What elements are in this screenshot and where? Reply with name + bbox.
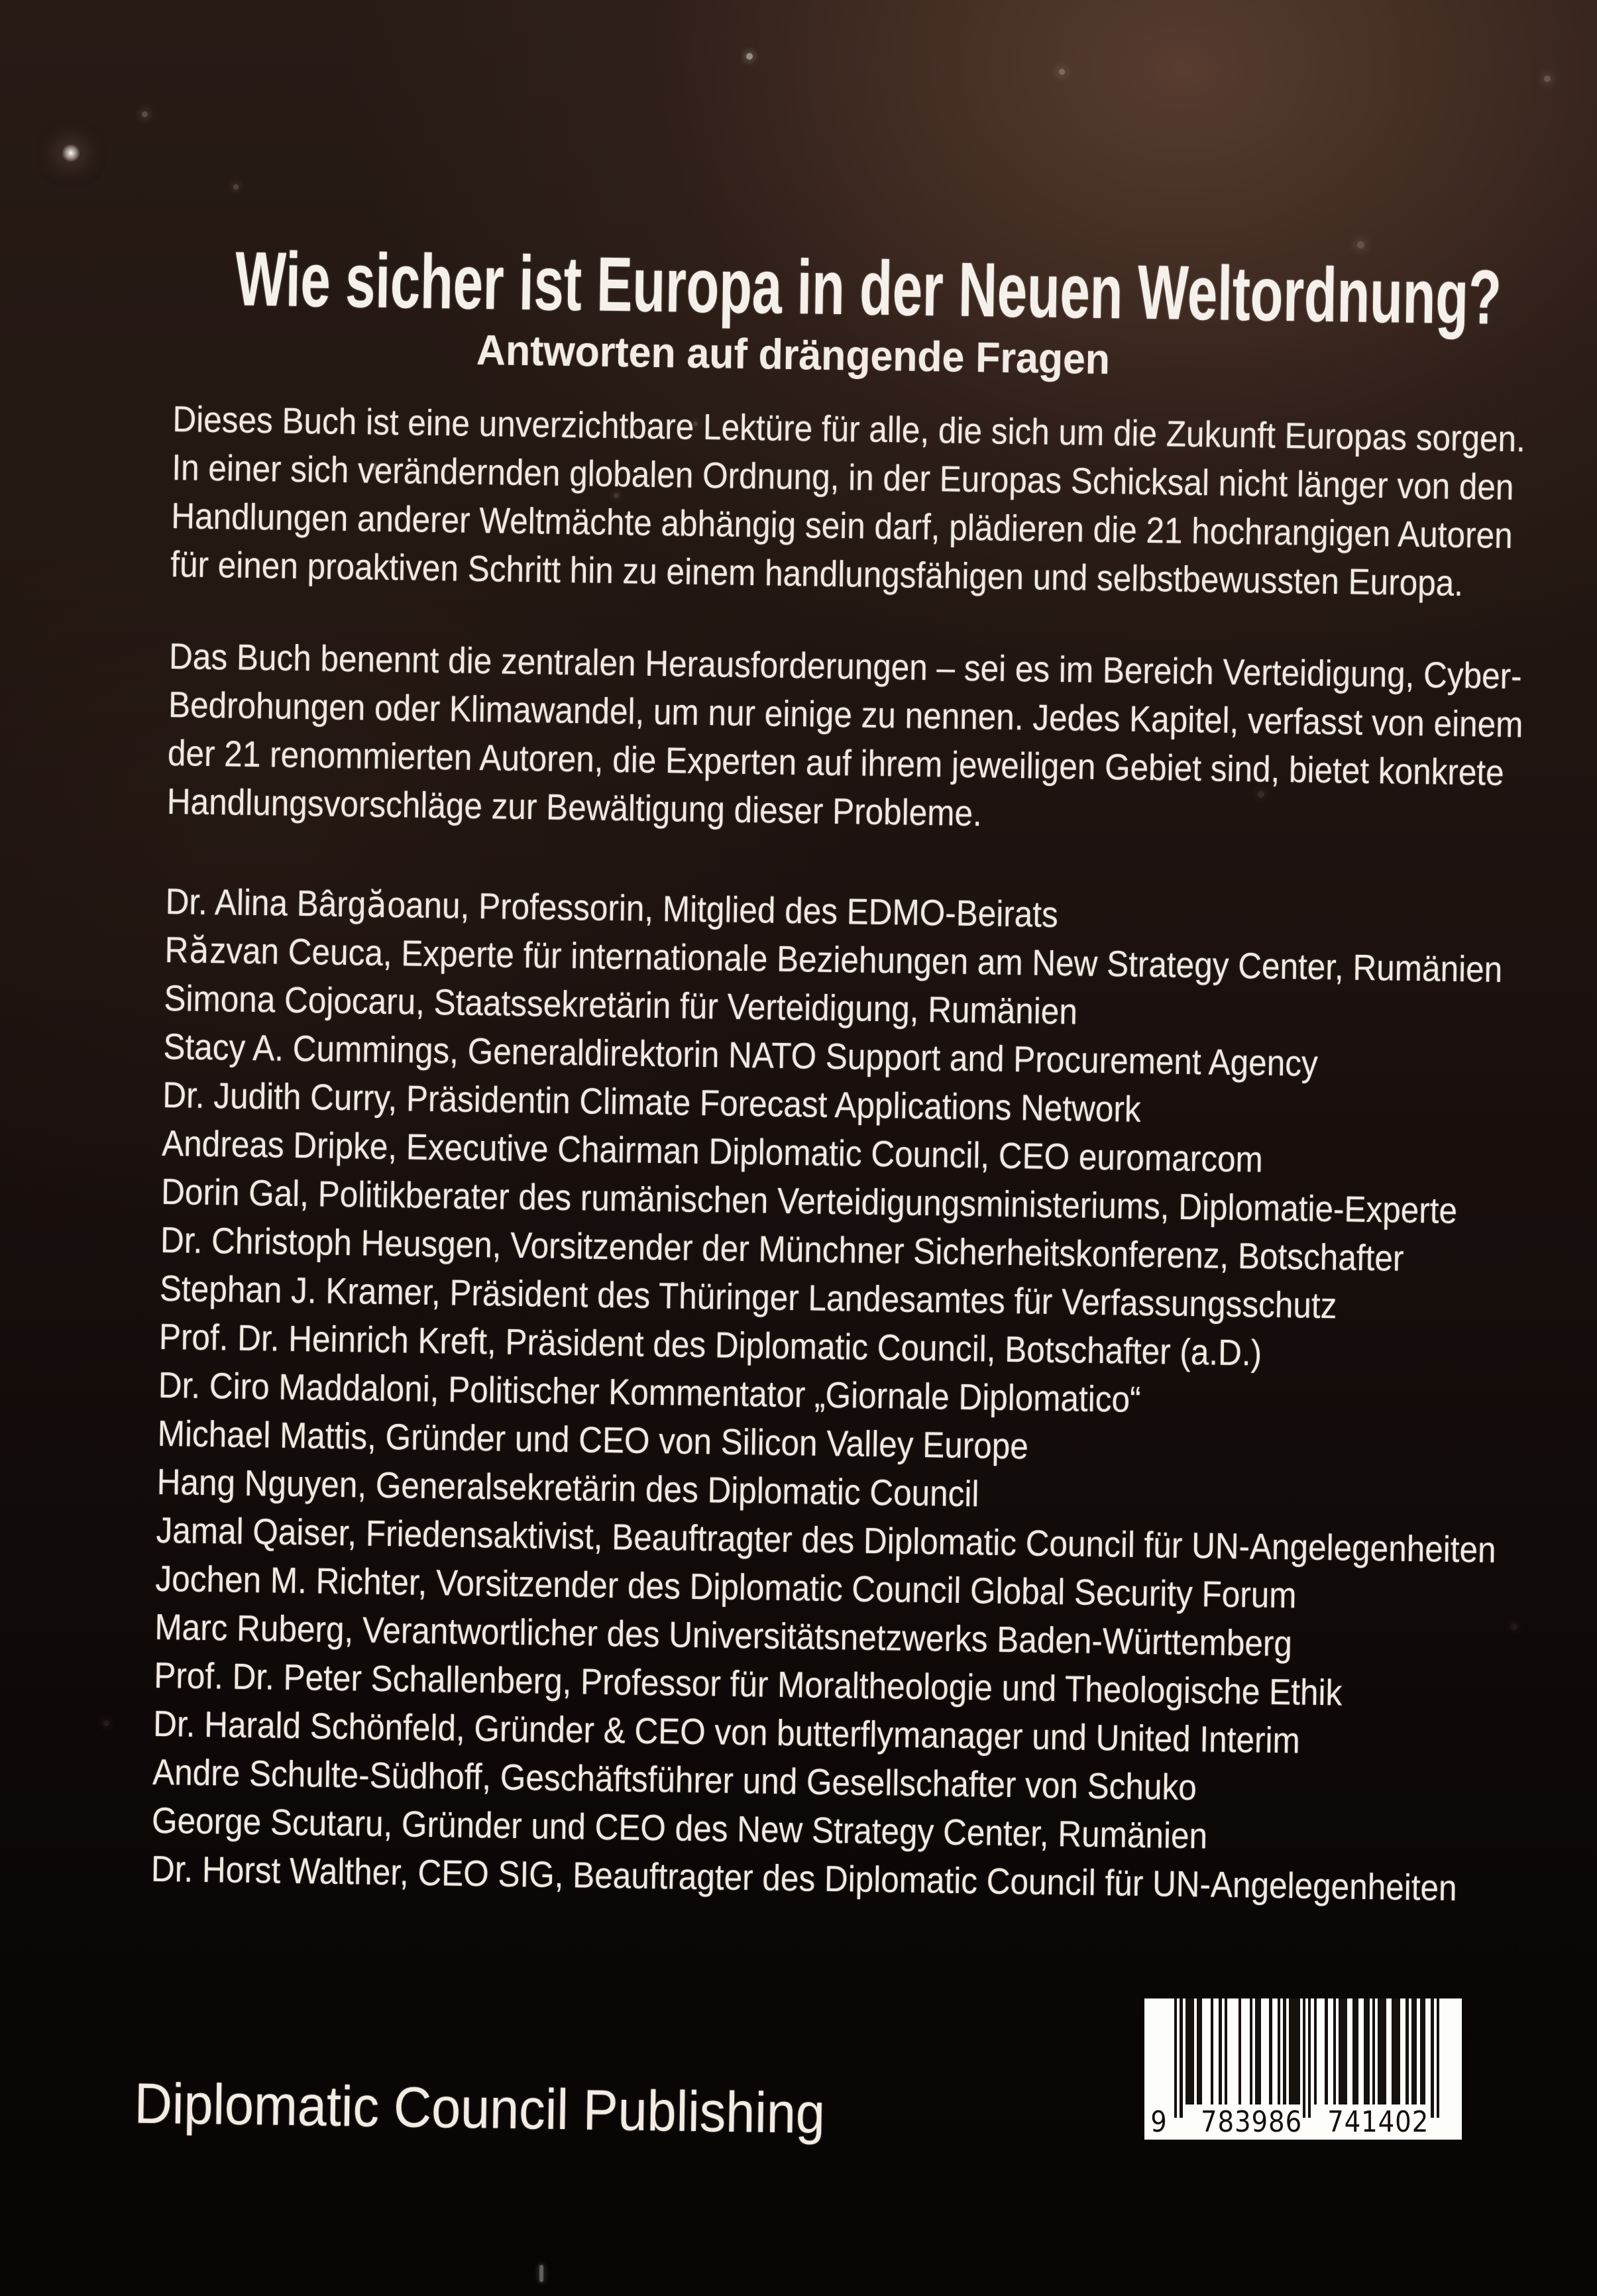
barcode-bar [1398, 1998, 1400, 2105]
barcode-bar [1333, 1998, 1336, 2105]
barcode-bar [1278, 1998, 1280, 2105]
barcode-bar [1372, 1998, 1375, 2105]
text-line: Prof. Dr. Heinrich Kreft, Präsident des Diplomatic Council, Botschafter (a.D.) [158, 1315, 1262, 1374]
barcode-bar [1405, 1998, 1408, 2105]
barcode-digits [1144, 2105, 1462, 2139]
text-line: Răzvan Ceuca, Experte für internationale Beziehungen am New Strategy Center, Rumänien [164, 928, 1503, 990]
text-line: Dr. Harald Schönfeld, Gründer & CEO von butterflymanager und United Interim [152, 1702, 1301, 1761]
publisher-name: Diplomatic Council Publishing [134, 2071, 826, 2146]
text-line: Andreas Dripke, Executive Chairman Diplomatic Council, CEO euromarcom [161, 1122, 1264, 1180]
text-line: Jamal Qaiser, Friedensaktivist, Beauftragter des Diplomatic Council für UN-Angelegenheiten [156, 1509, 1497, 1570]
barcode-bar [1258, 1998, 1260, 2105]
isbn-barcode [1144, 1998, 1462, 2140]
text-line: In einer sich verändernden globalen Ordnung, in der Europas Schicksal nicht länger von den [171, 447, 1514, 508]
text-line: Simona Cojocaru, Staatssekretärin für Verteidigung, Rumänien [164, 977, 1078, 1032]
text-line: Marc Ruberg, Verantwortlicher des Universitätsnetzwerks Baden-Württemberg [154, 1606, 1293, 1665]
barcode-bar [1174, 1998, 1177, 2118]
barcode-bars [1174, 1998, 1439, 2118]
blurb-paragraph-1 [170, 395, 1526, 608]
text-line: Handlungsvorschläge zur Bewältigung dieser Probleme. [166, 780, 983, 834]
text-line: Prof. Dr. Peter Schallenberg, Professor für Moraltheologie und Theologische Ethik [153, 1654, 1343, 1714]
barcode-bar [1225, 1998, 1227, 2105]
barcode-digit-lead: 9 [1150, 2105, 1168, 2139]
blurb-paragraph-2 [166, 632, 1524, 846]
barcode-bar [1384, 1998, 1386, 2105]
barcode-bar [1414, 1998, 1417, 2105]
text-line: Michael Mattis, Gründer und CEO von Silicon Valley Europe [157, 1412, 1029, 1467]
barcode-bar [1180, 1998, 1182, 2118]
barcode-digits-group2: 741402 [1327, 2105, 1429, 2139]
author-list [151, 877, 1506, 1913]
text-line: Andre Schulte-Südhoff, Geschäftsführer und Gesellschafter von Schuko [152, 1751, 1197, 1808]
barcode-bar [1314, 1998, 1317, 2105]
fallback-glyph: ă [366, 883, 388, 926]
text-line: der 21 renommierten Autoren, die Experten auf ihrem jeweiligen Gebiet sind, bietet konkrete [167, 732, 1505, 793]
barcode-bar [1367, 1998, 1370, 2105]
barcode-bar [1283, 1998, 1286, 2105]
barcode-bar [1325, 1998, 1327, 2105]
text-line: Bedrohungen oder Klimawandel, um nur einige zu nennen. Jedes Kapitel, verfasst von einem [168, 684, 1523, 745]
barcode-bar [1345, 1998, 1347, 2105]
text-line: Dr. Ciro Maddaloni, Politischer Kommentator „Giornale Diplomatico“ [158, 1364, 1141, 1420]
barcode-bar [1297, 1998, 1299, 2105]
text-line: Dorin Gal, Politikberater des rumänischen Verteidigungsministeriums, Diplomatie-Experte [160, 1170, 1458, 1231]
text-line: Hang Nguyen, Generalsekretärin des Diplomatic Council [156, 1460, 979, 1515]
text-line: Jochen M. Richter, Vorsitzender des Diplomatic Council Global Security Forum [155, 1557, 1297, 1616]
barcode-bar [1211, 1998, 1213, 2105]
barcode-bar [1308, 1998, 1311, 2118]
text-line: Stacy A. Cummings, Generaldirektorin NATO Support and Procurement Agency [163, 1025, 1319, 1084]
book-subtitle: Antworten auf drängende Fragen [476, 325, 1111, 384]
text-line: George Scutaru, Gründer und CEO des New Strategy Center, Rumänien [151, 1799, 1208, 1857]
text-line: Dr. Judith Curry, Präsidentin Climate Forecast Applications Network [162, 1073, 1142, 1130]
barcode-digits-group1: 783986 [1201, 2105, 1303, 2139]
text-line: Stephan J. Kramer, Präsident des Thüringer Landesamtes für Verfassungsschutz [159, 1267, 1337, 1327]
text-line: Dr. Alina Bârgăoanu, Professorin, Mitglied des EDMO-Beirats [165, 880, 1059, 935]
text-line: Handlungen anderer Weltmächte abhängig sein darf, plädieren die 21 hochrangigen Autoren [170, 495, 1514, 557]
text-line: Das Buch benennt die zentralen Herausforderungen – sei es im Bereich Verteidigung, Cyber- [168, 635, 1523, 697]
book-title: Wie sicher ist Europa in der Neuen Weltordnung? [235, 235, 1502, 341]
barcode-bar [1239, 1998, 1241, 2105]
barcode-bar [1269, 1998, 1272, 2105]
text-line: Dr. Christoph Heusgen, Vorsitzender der Münchner Sicherheitskonferenz, Botschafter [160, 1219, 1404, 1279]
barcode-bar [1250, 1998, 1252, 2105]
barcode-bar [1431, 1998, 1433, 2118]
text-line: für einen proaktiven Schritt hin zu einem handlungsfähigen und selbstbewussten Europa. [170, 543, 1464, 604]
barcode-bar [1219, 1998, 1221, 2105]
fallback-glyph: ă [188, 928, 210, 971]
text-line: Dr. Horst Walther, CEO SIG, Beauftragter des Diplomatic Council für UN-Angelegenheiten [150, 1847, 1458, 1909]
barcode-bar [1199, 1998, 1202, 2105]
barcode-bar [1423, 1998, 1425, 2105]
barcode-bar [1356, 1998, 1358, 2105]
text-line: Dieses Buch ist eine unverzichtbare Lektüre für alle, die sich um die Zukunft Europas sorgen. [172, 398, 1526, 460]
barcode-bar [1303, 1998, 1305, 2118]
barcode-bar [1191, 1998, 1193, 2105]
barcode-bar [1437, 1998, 1439, 2118]
